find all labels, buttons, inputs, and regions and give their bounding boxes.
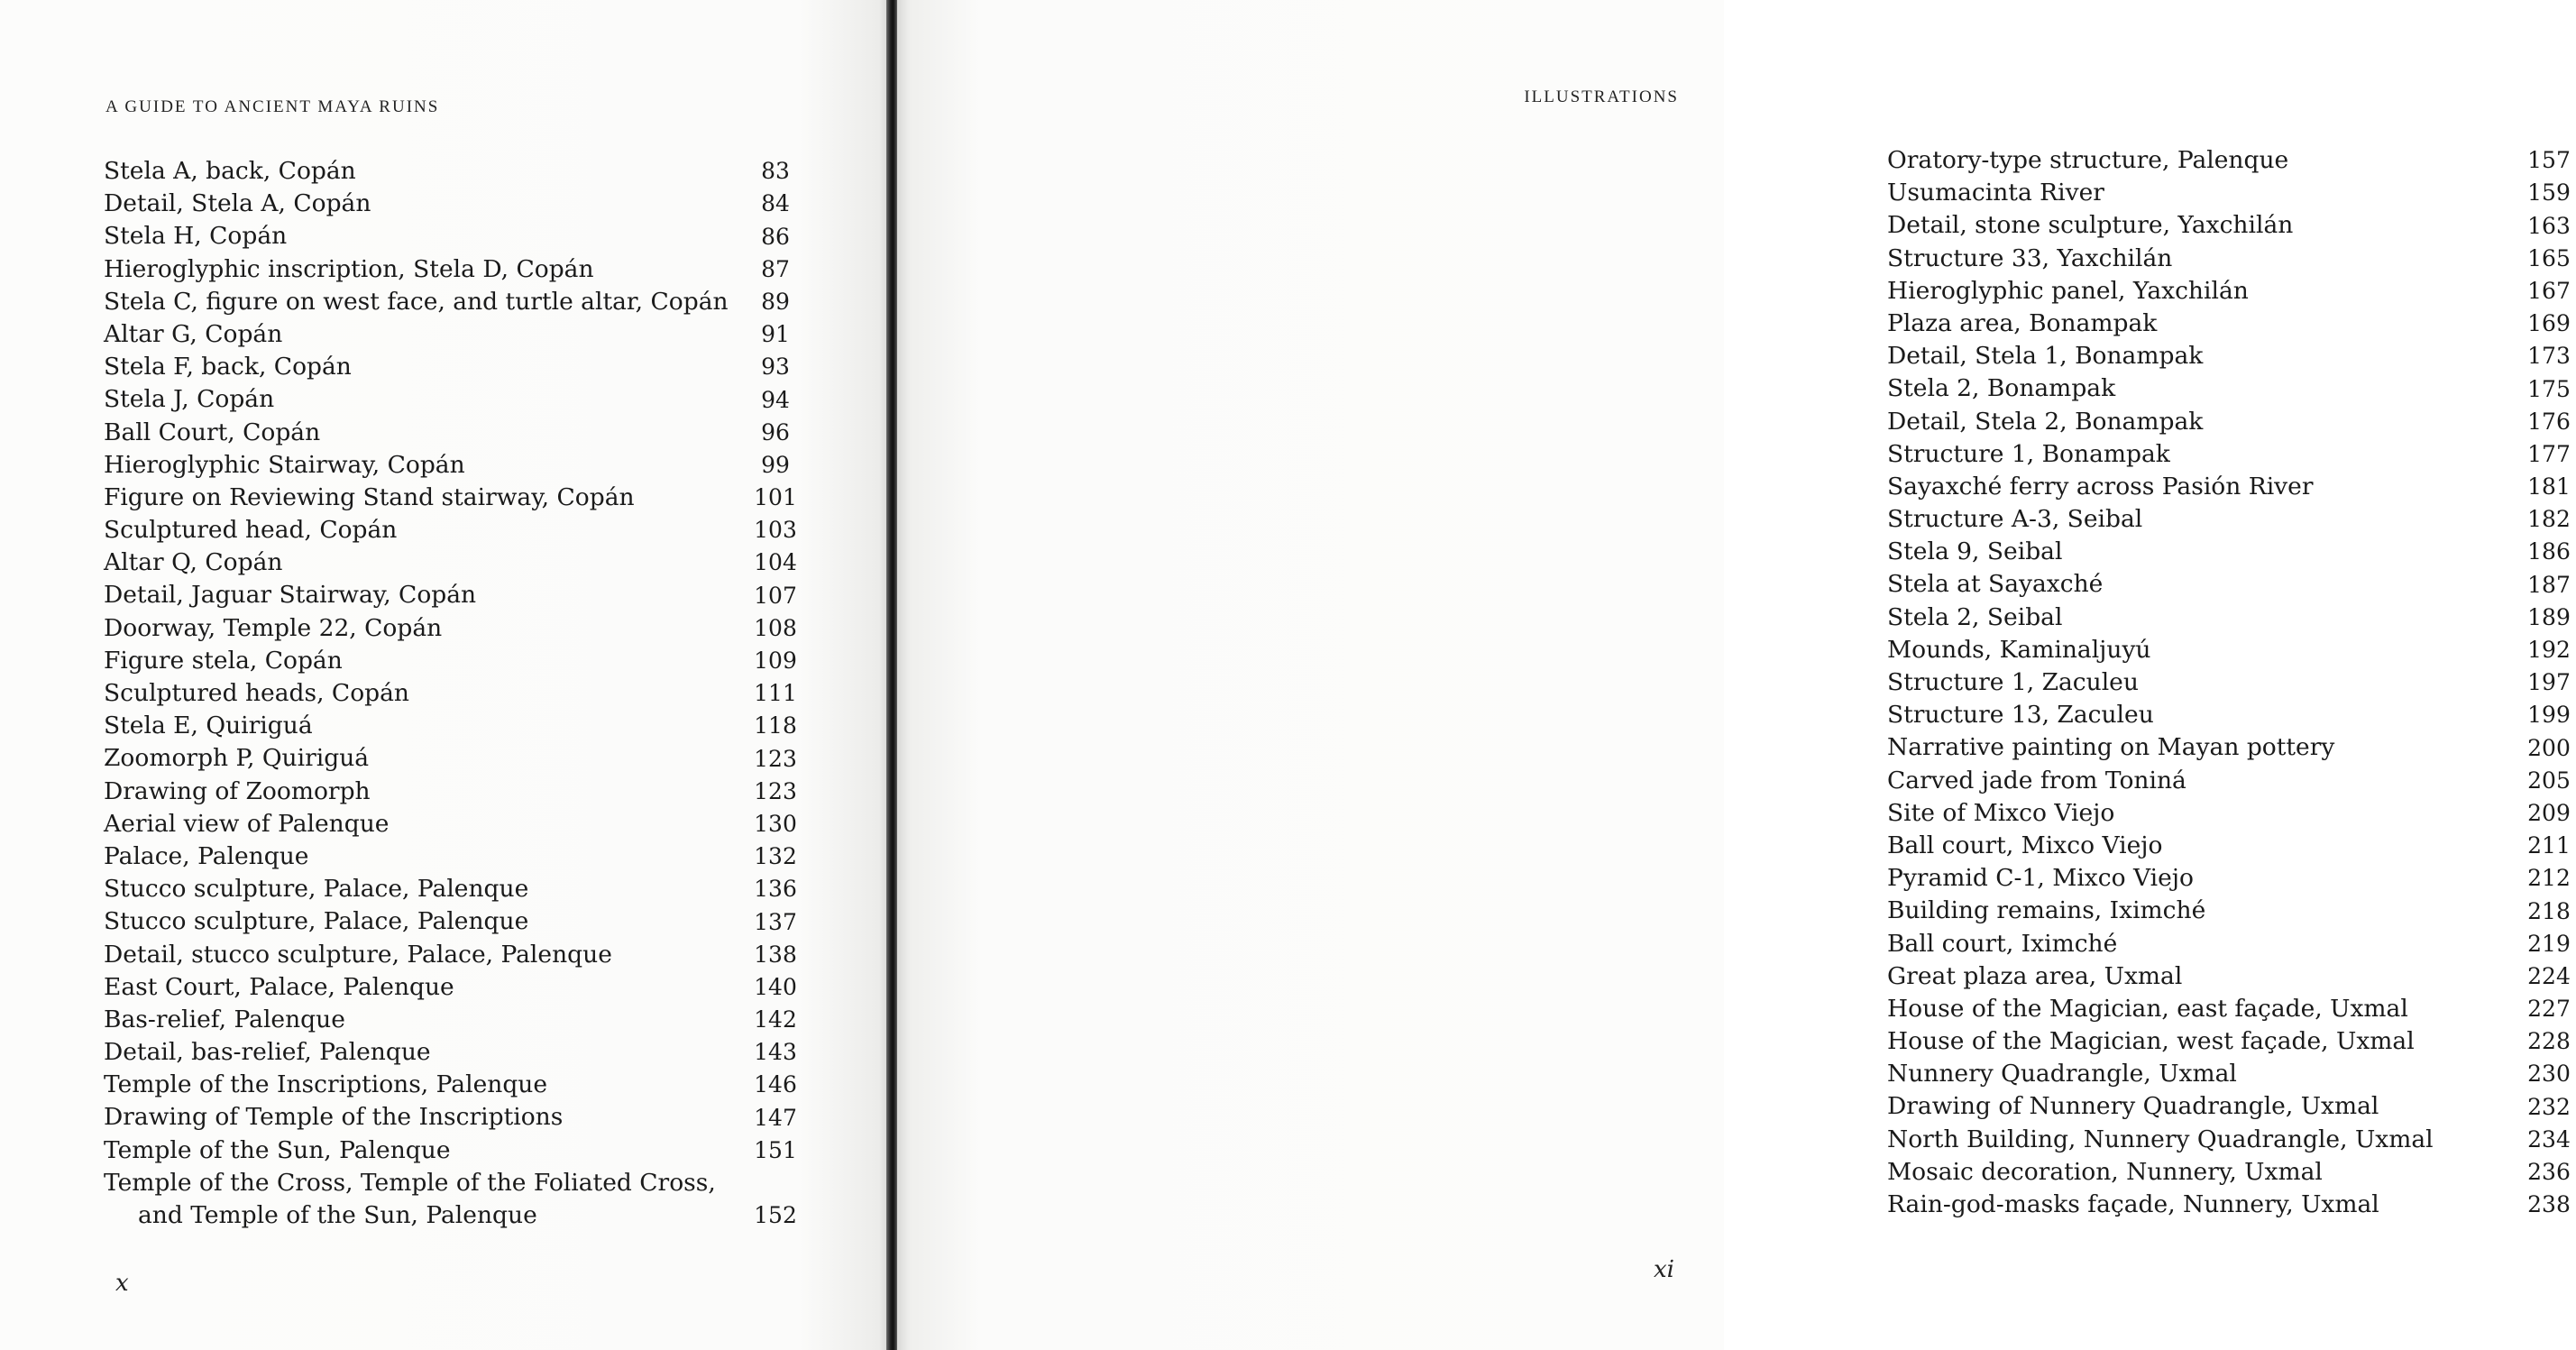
- list-item: [104, 514, 802, 546]
- entry-title-text: Detail, Stela A, Copán: [104, 189, 371, 218]
- entry-page-number: 181: [2527, 473, 2571, 501]
- entry-title-text: Drawing of Temple of the Inscriptions: [104, 1103, 564, 1132]
- entry-title-text: Mounds, Kaminaljuyú: [1887, 635, 2151, 664]
- entry-page-number: 219: [2527, 930, 2571, 957]
- entry-title-text: Detail, Stela 2, Bonampak: [1887, 407, 2204, 436]
- entry-title: [104, 873, 528, 905]
- entry-title-text: House of the Magician, west façade, Uxmal: [1887, 1027, 2415, 1056]
- entry-title-text: Sculptured head, Copán: [104, 516, 398, 545]
- list-item: [104, 286, 802, 318]
- entry-title-text: Building remains, Iximché: [1887, 896, 2206, 925]
- entry-title-text: Aerial view of Palenque: [104, 809, 390, 838]
- entry-page-number: 86: [761, 223, 790, 250]
- entry-page-number: 175: [2527, 375, 2571, 402]
- entry-title-text: Figure stela, Copán: [104, 646, 343, 675]
- entry-page-number: 177: [2527, 440, 2571, 467]
- entry-page-number: 137: [754, 908, 797, 935]
- entry-title: [1887, 243, 2172, 275]
- entry-title-text: Sayaxché ferry across Pasión River: [1887, 472, 2314, 501]
- entry-page-number: 211: [2527, 832, 2571, 859]
- entry-page-number: 224: [2527, 962, 2571, 989]
- entry-page-number: 151: [754, 1136, 797, 1163]
- entry-title-text: Stela F, back, Copán: [104, 353, 352, 381]
- entry-title-text: Structure A-3, Seibal: [1887, 505, 2143, 534]
- entry-title: [104, 1167, 716, 1232]
- entry-title: [1887, 406, 2203, 438]
- entry-title: [104, 677, 409, 710]
- entry-title-text: Hieroglyphic panel, Yaxchilán: [1887, 276, 2249, 305]
- entry-title-text: Rain-god-masks façade, Nunnery, Uxmal: [1887, 1190, 2379, 1218]
- entry-title-text: House of the Magician, east façade, Uxmal: [1887, 994, 2408, 1023]
- entry-title: [1887, 1025, 2415, 1058]
- entry-title-text: Usumacinta River: [1887, 179, 2104, 207]
- entry-page-number: 182: [2527, 506, 2571, 533]
- list-item: [104, 579, 802, 611]
- list-item: [1887, 993, 2576, 1025]
- entry-page-number: 218: [2527, 897, 2571, 924]
- entry-title-text: Mosaic decoration, Nunnery, Uxmal: [1887, 1157, 2323, 1186]
- entry-title-text: Nunnery Quadrangle, Uxmal: [1887, 1060, 2237, 1088]
- entry-page-number: 142: [754, 1006, 797, 1033]
- entry-title: [104, 840, 308, 873]
- entry-title-text: Carved jade from Toniná: [1887, 766, 2186, 794]
- list-item: [1887, 666, 2576, 699]
- entry-title-text: Stela E, Quiriguá: [104, 712, 313, 740]
- entry-page-number: 173: [2527, 343, 2571, 370]
- entry-title: [1887, 568, 2103, 601]
- list-item: [104, 383, 802, 416]
- entry-title: [104, 808, 389, 840]
- entry-title: [104, 905, 528, 938]
- entry-title: [1887, 928, 2117, 960]
- list-item: [104, 1101, 802, 1134]
- entry-title: [104, 1069, 547, 1101]
- entry-title-text: Plaza area, Bonampak: [1887, 308, 2158, 337]
- entry-page-number: 228: [2527, 1028, 2571, 1055]
- list-item: [104, 1167, 802, 1232]
- list-item: [1887, 895, 2576, 927]
- entry-title: [104, 188, 371, 220]
- illustration-list: [104, 155, 802, 1232]
- entry-title: [1887, 797, 2114, 830]
- running-head: A GUIDE TO ANCIENT MAYA RUINS: [105, 97, 440, 116]
- list-item: [1887, 731, 2576, 764]
- entry-title: [104, 220, 287, 253]
- list-item: [1887, 797, 2576, 830]
- entry-title: [104, 253, 594, 286]
- entry-title: [1887, 372, 2115, 405]
- list-item: [1887, 1090, 2576, 1123]
- entry-title: [1887, 699, 2154, 731]
- list-item: [104, 155, 802, 188]
- entry-title: [104, 612, 442, 645]
- entry-title-text: Detail, Jaguar Stairway, Copán: [104, 581, 477, 610]
- entry-page-number: 157: [2527, 147, 2571, 174]
- list-item: [1887, 862, 2576, 895]
- entry-title-text: Stela H, Copán: [104, 222, 288, 251]
- entry-title-text: Drawing of Zoomorph: [104, 776, 371, 805]
- entry-title-text: Detail, stucco sculpture, Palace, Palenque: [104, 940, 612, 969]
- entry-page-number: 159: [2527, 179, 2571, 207]
- entry-page-number: 93: [761, 354, 790, 381]
- entry-title-text: Zoomorph P, Quiriguá: [104, 744, 370, 773]
- list-item: [104, 776, 802, 808]
- entry-title-text: Temple of the Inscriptions, Palenque: [104, 1070, 548, 1099]
- list-item: [104, 253, 802, 286]
- entry-title: [1887, 634, 2151, 666]
- entry-title-text: Hieroglyphic inscription, Stela D, Copán: [104, 254, 594, 283]
- list-item: [104, 939, 802, 971]
- list-item: [104, 742, 802, 775]
- list-item: [1887, 275, 2576, 308]
- entry-page-number: 107: [754, 582, 797, 609]
- entry-page-number: 227: [2527, 996, 2571, 1023]
- entry-page-number: 140: [754, 973, 797, 1000]
- entry-page-number: 84: [761, 190, 790, 217]
- list-item: [104, 840, 802, 873]
- entry-title-text: Stela 9, Seibal: [1887, 537, 2063, 566]
- entry-title-text: East Court, Palace, Palenque: [104, 972, 454, 1001]
- entry-title: [1887, 1124, 2434, 1156]
- entry-page-number: 197: [2527, 669, 2571, 696]
- list-item: [1887, 308, 2576, 340]
- entry-page-number: 209: [2527, 799, 2571, 826]
- list-item: [1887, 144, 2576, 177]
- entry-page-number: 109: [754, 647, 797, 674]
- entry-page-number: 99: [761, 451, 790, 478]
- entry-title: [1887, 895, 2205, 927]
- entry-title-text: Narrative painting on Mayan pottery: [1887, 733, 2335, 762]
- entry-title: [104, 482, 635, 514]
- entry-page-number: 167: [2527, 277, 2571, 304]
- entry-page-number: 83: [761, 158, 790, 185]
- list-item: [104, 710, 802, 742]
- list-item: [104, 1069, 802, 1101]
- entry-title: [1887, 308, 2157, 340]
- entry-title: [1887, 177, 2104, 209]
- list-item: [104, 1036, 802, 1069]
- list-item: [1887, 177, 2576, 209]
- list-item: [1887, 699, 2576, 731]
- entry-title-text: Structure 13, Zaculeu: [1887, 701, 2154, 730]
- entry-title: [1887, 666, 2139, 699]
- list-item: [104, 873, 802, 905]
- list-item: [1887, 209, 2576, 242]
- entry-title: [1887, 275, 2249, 308]
- entry-title-text: Structure 1, Zaculeu: [1887, 668, 2139, 696]
- list-item: [104, 971, 802, 1004]
- illustration-list: [1887, 144, 2576, 1221]
- entry-title: [1887, 1156, 2323, 1189]
- entry-page-number: 192: [2527, 637, 2571, 663]
- entry-title: [1887, 1058, 2237, 1090]
- list-item: [1887, 406, 2576, 438]
- entry-title: [1887, 503, 2142, 536]
- entry-page-number: 111: [754, 680, 797, 707]
- entry-page-number: 96: [761, 418, 790, 445]
- entry-title-text: Detail, stone sculpture, Yaxchilán: [1887, 211, 2294, 240]
- entry-title: [1887, 144, 2288, 177]
- entry-title-text: Stucco sculpture, Palace, Palenque: [104, 875, 529, 904]
- entry-title: [1887, 830, 2162, 862]
- entry-title-text: Detail, Stela 1, Bonampak: [1887, 342, 2204, 371]
- folio: xi: [1654, 1256, 1674, 1283]
- entry-title-text: Ball Court, Copán: [104, 418, 321, 446]
- entry-title: [104, 383, 274, 416]
- entry-title: [104, 449, 465, 482]
- entry-page-number: 234: [2527, 1125, 2571, 1153]
- entry-title: [104, 710, 313, 742]
- entry-title-text: Altar Q, Copán: [104, 548, 283, 577]
- list-item: [1887, 568, 2576, 601]
- entry-title: [1887, 765, 2186, 797]
- entry-title: [1887, 602, 2062, 634]
- list-item: [1887, 1058, 2576, 1090]
- list-item: [1887, 765, 2576, 797]
- entry-title: [1887, 340, 2203, 372]
- entry-page-number: 147: [754, 1104, 797, 1131]
- entry-page-number: 189: [2527, 603, 2571, 630]
- list-item: [104, 645, 802, 677]
- entry-page-number: 165: [2527, 244, 2571, 271]
- entry-page-number: 205: [2527, 767, 2571, 794]
- entry-title-text: Oratory-type structure, Palenque: [1887, 146, 2289, 174]
- list-item: [1887, 1124, 2576, 1156]
- list-item: [104, 188, 802, 220]
- list-item: [1887, 438, 2576, 471]
- entry-title: [1887, 960, 2182, 993]
- list-item: [1887, 372, 2576, 405]
- entry-title: [104, 939, 612, 971]
- list-item: [104, 905, 802, 938]
- list-item: [104, 318, 802, 351]
- entry-title: [104, 546, 282, 579]
- list-item: [104, 1134, 802, 1167]
- list-item: [1887, 471, 2576, 503]
- list-item: [1887, 1025, 2576, 1058]
- entry-page-number: 108: [754, 614, 797, 641]
- entry-page-number: 132: [754, 843, 797, 870]
- list-item: [1887, 928, 2576, 960]
- list-item: [1887, 830, 2576, 862]
- entry-page-number: 143: [754, 1039, 797, 1066]
- entry-title: [1887, 438, 2170, 471]
- entry-page-number: 87: [761, 255, 790, 282]
- entry-title-text: Stela J, Copán: [104, 385, 275, 414]
- entry-page-number: 94: [761, 386, 790, 413]
- list-item: [1887, 340, 2576, 372]
- list-item: [1887, 960, 2576, 993]
- entry-title-text: Drawing of Nunnery Quadrangle, Uxmal: [1887, 1092, 2379, 1121]
- entry-title-text: Pyramid C-1, Mixco Viejo: [1887, 864, 2194, 893]
- entry-title-continuation: and Temple of the Sun, Palenque: [138, 1201, 537, 1230]
- entry-page-number: 104: [754, 549, 797, 576]
- entry-title: [1887, 731, 2334, 764]
- entry-title: [104, 742, 369, 775]
- entry-title: [1887, 993, 2408, 1025]
- entry-title-text: Ball court, Iximché: [1887, 929, 2118, 958]
- entry-page-number: 230: [2527, 1061, 2571, 1088]
- entry-title: [1887, 862, 2194, 895]
- entry-title-text: Stela C, figure on west face, and turtle altar, Copán: [104, 287, 729, 316]
- list-item: [104, 677, 802, 710]
- entry-title-text: Altar G, Copán: [104, 319, 283, 348]
- list-item: [104, 417, 802, 449]
- entry-title: [104, 417, 320, 449]
- entry-title: [104, 1101, 563, 1134]
- entry-page-number: 163: [2527, 212, 2571, 239]
- running-head: ILLUSTRATIONS: [1524, 87, 1679, 106]
- entry-title: [1887, 1090, 2379, 1123]
- entry-title: [104, 776, 371, 808]
- entry-page-number: 186: [2527, 538, 2571, 565]
- entry-title-text: North Building, Nunnery Quadrangle, Uxmal: [1887, 1125, 2434, 1153]
- entry-title: [104, 514, 397, 546]
- entry-title: [1887, 1189, 2379, 1221]
- list-item: [104, 546, 802, 579]
- entry-page-number: 199: [2527, 702, 2571, 729]
- entry-title-text: Stela 2, Seibal: [1887, 602, 2063, 631]
- entry-title: [1887, 209, 2293, 242]
- entry-title: [104, 579, 476, 611]
- list-item: [104, 220, 802, 253]
- entry-page-number: 169: [2527, 310, 2571, 337]
- list-item: [1887, 1156, 2576, 1189]
- entry-page-number: 152: [754, 1202, 797, 1229]
- entry-title: [104, 645, 343, 677]
- list-item: [1887, 1189, 2576, 1221]
- entry-title: [1887, 536, 2062, 568]
- entry-page-number: 101: [754, 484, 797, 511]
- list-item: [1887, 602, 2576, 634]
- list-item: [1887, 536, 2576, 568]
- list-item: [104, 351, 802, 383]
- entry-title-text: Structure 1, Bonampak: [1887, 439, 2170, 468]
- entry-page-number: 187: [2527, 571, 2571, 598]
- entry-page-number: 176: [2527, 408, 2571, 435]
- entry-title-text: Site of Mixco Viejo: [1887, 798, 2115, 827]
- entry-title: [104, 155, 356, 188]
- entry-page-number: 200: [2527, 734, 2571, 761]
- entry-page-number: 146: [754, 1071, 797, 1098]
- list-item: [1887, 634, 2576, 666]
- entry-title-text: Stucco sculpture, Palace, Palenque: [104, 907, 529, 936]
- entry-page-number: 138: [754, 941, 797, 968]
- entry-title: [104, 318, 282, 351]
- list-item: [104, 612, 802, 645]
- entry-title-text: Hieroglyphic Stairway, Copán: [104, 450, 465, 479]
- entry-title-text: Detail, bas-relief, Palenque: [104, 1038, 431, 1067]
- entry-title: [104, 1004, 345, 1036]
- entry-title-text: Ball court, Mixco Viejo: [1887, 831, 2163, 859]
- entry-title: [104, 1134, 451, 1167]
- entry-title-text: Structure 33, Yaxchilán: [1887, 243, 2173, 272]
- entry-title: [104, 286, 729, 318]
- entry-title-text: Palace, Palenque: [104, 841, 309, 870]
- entry-page-number: 91: [761, 321, 790, 348]
- entry-page-number: 123: [754, 745, 797, 772]
- entry-title-text: Sculptured heads, Copán: [104, 679, 409, 707]
- entry-page-number: 232: [2527, 1093, 2571, 1120]
- list-item: [104, 482, 802, 514]
- entry-title-text: Doorway, Temple 22, Copán: [104, 613, 443, 642]
- entry-page-number: 136: [754, 876, 797, 903]
- left-page: [0, 0, 888, 1350]
- list-item: [1887, 503, 2576, 536]
- entry-title-text: Temple of the Sun, Palenque: [104, 1135, 451, 1164]
- entry-page-number: 118: [754, 712, 797, 739]
- entry-page-number: 123: [754, 777, 797, 804]
- entry-title-text: Great plaza area, Uxmal: [1887, 961, 2183, 990]
- entry-page-number: 238: [2527, 1191, 2571, 1218]
- entry-title-text: Stela 2, Bonampak: [1887, 374, 2116, 403]
- entry-page-number: 130: [754, 810, 797, 837]
- folio: x: [115, 1270, 129, 1297]
- entry-title-text: Bas-relief, Palenque: [104, 1005, 345, 1033]
- list-item: [1887, 243, 2576, 275]
- entry-page-number: 89: [761, 288, 790, 315]
- entry-title-text: Stela at Sayaxché: [1887, 570, 2104, 599]
- list-item: [104, 808, 802, 840]
- entry-page-number: 236: [2527, 1159, 2571, 1185]
- list-item: [104, 449, 802, 482]
- right-page: [897, 0, 2571, 1350]
- entry-title: [104, 351, 352, 383]
- entry-title: [104, 971, 454, 1004]
- entry-title-text: Stela A, back, Copán: [104, 157, 356, 185]
- entry-title: [1887, 471, 2314, 503]
- entry-title: [104, 1036, 431, 1069]
- entry-title-text: Temple of the Cross, Temple of the Foliated Cross,: [104, 1168, 716, 1197]
- entry-page-number: 103: [754, 517, 797, 544]
- list-item: [104, 1004, 802, 1036]
- entry-page-number: 212: [2527, 865, 2571, 892]
- entry-title-text: Figure on Reviewing Stand stairway, Copán: [104, 482, 635, 511]
